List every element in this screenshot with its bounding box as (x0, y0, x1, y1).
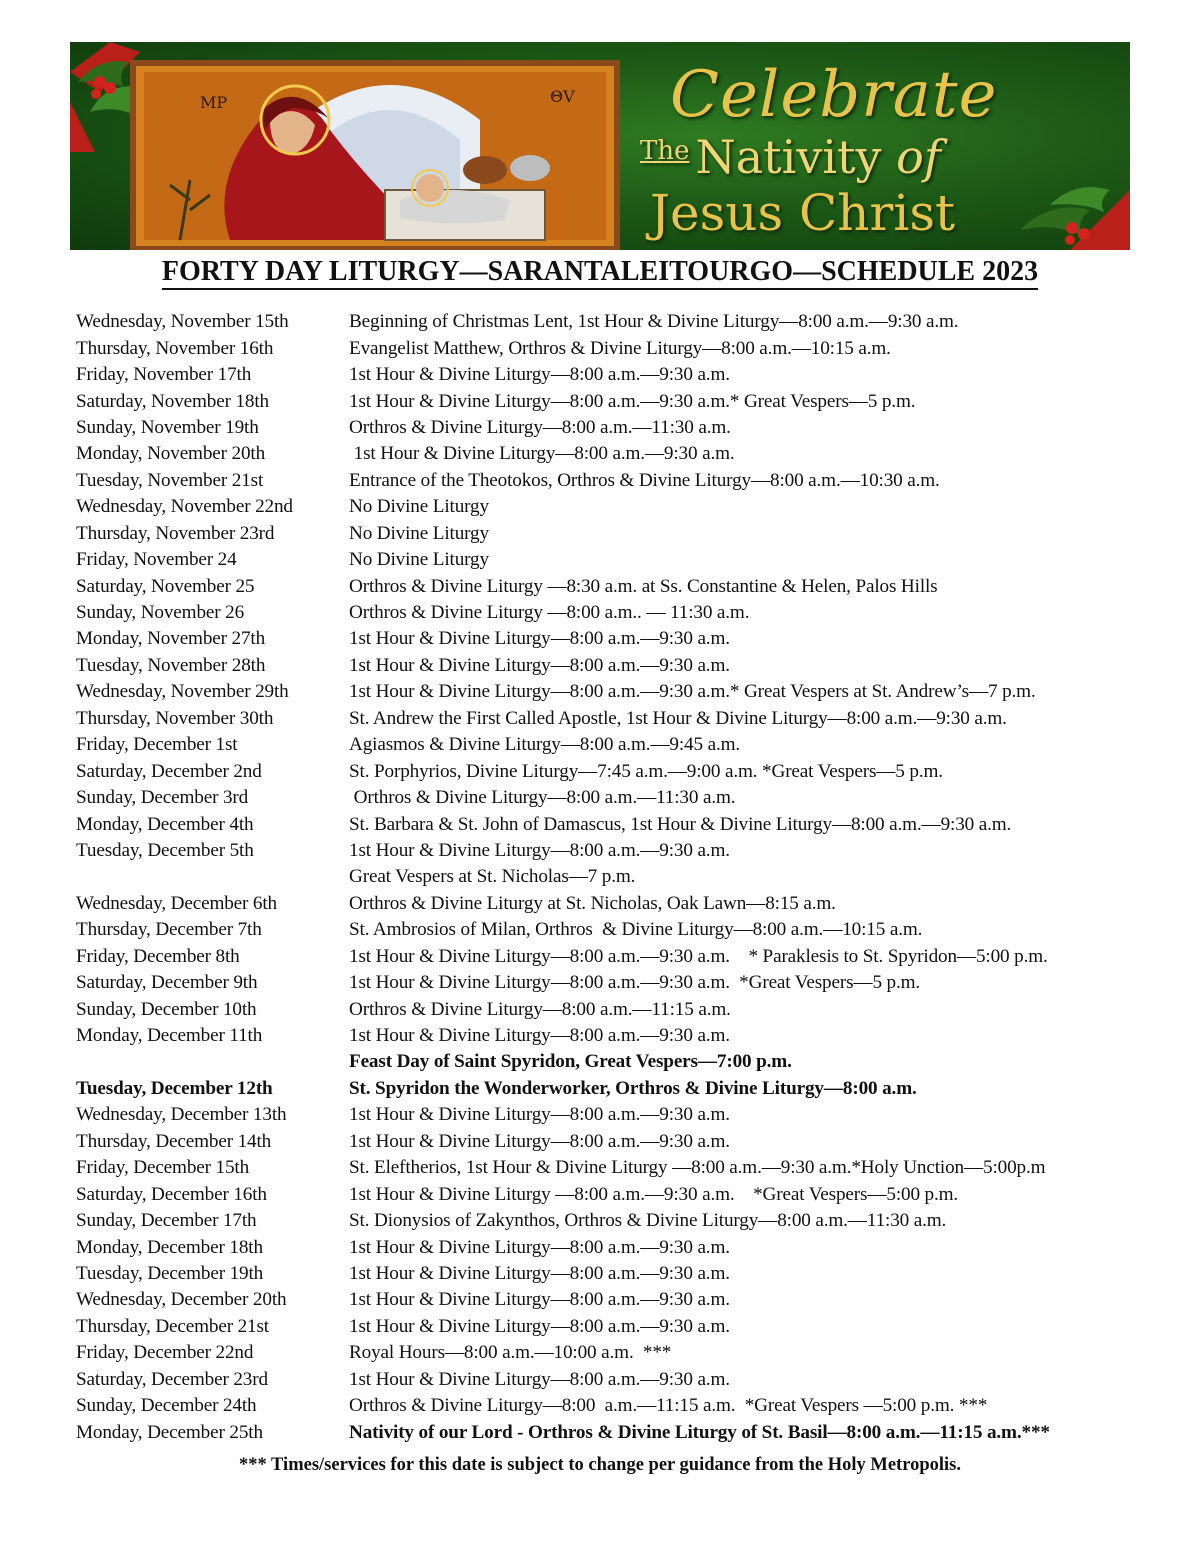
icon-monogram-left: MP (200, 93, 228, 112)
icon-monogram-right: ΘV (550, 87, 575, 106)
schedule-service: No Divine Liturgy (349, 549, 489, 571)
schedule-service: St. Andrew the First Called Apostle, 1st Hour & Divine Liturgy—8:00 a.m.—9:30 a.m. (349, 707, 1007, 729)
page-title (0, 256, 1200, 288)
schedule-row (76, 679, 1176, 705)
schedule-service: 1st Hour & Divine Liturgy—8:00 a.m.—9:30 a.m.* Great Vespers at St. Andrew’s—7 p.m. (349, 681, 1036, 703)
schedule-service: 1st Hour & Divine Liturgy—8:00 a.m.—9:30 a.m. (349, 1025, 730, 1047)
schedule-day: Thursday, November 23rd (76, 522, 275, 544)
schedule-day: Monday, November 20th (76, 443, 266, 465)
schedule-row (76, 547, 1176, 573)
schedule-row (76, 917, 1176, 943)
schedule-service: 1st Hour & Divine Liturgy—8:00 a.m.—9:30 a.m. (349, 1289, 730, 1311)
schedule-day: Sunday, November 19th (76, 416, 259, 438)
schedule-day: Sunday, November 26 (76, 602, 245, 624)
schedule-day: Monday, November 27th (76, 628, 266, 650)
nativity-word: Nativity (695, 130, 882, 184)
schedule-service: Orthros & Divine Liturgy—8:00 a.m.—11:30 a.m. (349, 416, 731, 438)
schedule-service: St. Ambrosios of Milan, Orthros & Divine Liturgy—8:00 a.m.—10:15 a.m. (349, 919, 923, 941)
nativity-banner (70, 42, 1130, 250)
schedule-day: Tuesday, December 19th (76, 1262, 264, 1284)
schedule-day: Tuesday, November 21st (76, 469, 264, 491)
schedule-day: Tuesday, December 12th (76, 1077, 273, 1099)
schedule-day: Friday, December 22nd (76, 1342, 254, 1364)
jesus-christ-text: Jesus Christ (650, 184, 956, 242)
schedule-service: St. Dionysios of Zakynthos, Orthros & Divine Liturgy—8:00 a.m.—11:30 a.m. (349, 1210, 947, 1232)
schedule-row (76, 1367, 1176, 1393)
schedule-service: 1st Hour & Divine Liturgy—8:00 a.m.—9:30 a.m. (349, 1368, 730, 1390)
schedule-service: Nativity of our Lord - Orthros & Divine Liturgy of St. Basil—8:00 a.m.—11:15 a.m.*** (349, 1421, 1050, 1443)
schedule-day: Saturday, December 16th (76, 1183, 267, 1205)
schedule-service: Orthros & Divine Liturgy—8:00 a.m.—11:15 a.m. (349, 998, 731, 1020)
schedule-row (76, 1129, 1176, 1155)
schedule-day: Saturday, November 25 (76, 575, 255, 597)
schedule-day: Thursday, December 14th (76, 1130, 272, 1152)
schedule-day: Thursday, December 21st (76, 1315, 269, 1337)
schedule-service: Orthros & Divine Liturgy—8:00 a.m.—11:30 a.m. (349, 787, 736, 809)
schedule-row (76, 468, 1176, 494)
schedule-row (76, 335, 1176, 361)
nativity-text (640, 130, 941, 184)
schedule-row (76, 309, 1176, 335)
nativity-icon-image (130, 60, 620, 250)
holly-bottom-right-icon (1000, 170, 1130, 250)
schedule-row (76, 494, 1176, 520)
schedule-day: Thursday, November 30th (76, 707, 274, 729)
schedule-day: Saturday, December 2nd (76, 760, 262, 782)
schedule-day: Friday, December 8th (76, 945, 240, 967)
schedule-row (76, 732, 1176, 758)
schedule-list (76, 309, 1176, 1446)
schedule-service: 1st Hour & Divine Liturgy—8:00 a.m.—9:30 a.m. *Great Vespers—5 p.m. (349, 972, 921, 994)
schedule-service: 1st Hour & Divine Liturgy—8:00 a.m.—9:30 a.m. * Paraklesis to St. Spyridon—5:00 p.m. (349, 945, 1048, 967)
schedule-service: Orthros & Divine Liturgy —8:30 a.m. at Ss. Constantine & Helen, Palos Hills (349, 575, 938, 597)
schedule-day: Wednesday, December 6th (76, 892, 278, 914)
schedule-row (76, 1393, 1176, 1419)
schedule-service: Royal Hours—8:00 a.m.—10:00 a.m. *** (349, 1342, 672, 1364)
footnote: *** Times/services for this date is subject to change per guidance from the Holy Metropolis. (239, 1455, 961, 1475)
schedule-service: St. Porphyrios, Divine Liturgy—7:45 a.m.—9:00 a.m. *Great Vespers—5 p.m. (349, 760, 943, 782)
schedule-day: Monday, December 18th (76, 1236, 263, 1258)
schedule-day: Thursday, November 16th (76, 337, 274, 359)
schedule-row (76, 864, 1176, 890)
schedule-service: 1st Hour & Divine Liturgy—8:00 a.m.—9:30 a.m. (349, 443, 735, 465)
schedule-service: 1st Hour & Divine Liturgy—8:00 a.m.—9:30 a.m. (349, 628, 730, 650)
schedule-row (76, 1314, 1176, 1340)
schedule-service: No Divine Liturgy (349, 496, 489, 518)
schedule-service: Feast Day of Saint Spyridon, Great Vespers—7:00 p.m. (349, 1051, 792, 1073)
schedule-service: 1st Hour & Divine Liturgy—8:00 a.m.—9:30 a.m. (349, 1104, 730, 1126)
schedule-row (76, 970, 1176, 996)
schedule-service: Orthros & Divine Liturgy at St. Nicholas, Oak Lawn—8:15 a.m. (349, 892, 836, 914)
schedule-row (76, 1234, 1176, 1260)
schedule-day: Wednesday, November 29th (76, 681, 289, 703)
schedule-day: Thursday, December 7th (76, 919, 262, 941)
schedule-service: 1st Hour & Divine Liturgy—8:00 a.m.—9:30 a.m. (349, 1262, 730, 1284)
schedule-day: Wednesday, December 13th (76, 1104, 287, 1126)
schedule-row (76, 1261, 1176, 1287)
schedule-row (76, 653, 1176, 679)
schedule-day: Sunday, December 10th (76, 998, 257, 1020)
schedule-row (76, 1102, 1176, 1128)
schedule-service: St. Eleftherios, 1st Hour & Divine Liturgy —8:00 a.m.—9:30 a.m.*Holy Unction—5:00p.m (349, 1157, 1046, 1179)
schedule-row (76, 441, 1176, 467)
schedule-day: Monday, December 11th (76, 1025, 263, 1047)
schedule-day: Friday, November 17th (76, 364, 252, 386)
schedule-day: Saturday, November 18th (76, 390, 269, 412)
schedule-day: Sunday, December 3rd (76, 787, 249, 809)
schedule-service: Orthros & Divine Liturgy —8:00 a.m.. — 11:30 a.m. (349, 602, 750, 624)
schedule-row (76, 1181, 1176, 1207)
schedule-day: Saturday, December 23rd (76, 1368, 268, 1390)
schedule-service: No Divine Liturgy (349, 522, 489, 544)
schedule-service: 1st Hour & Divine Liturgy—8:00 a.m.—9:30 a.m. (349, 1315, 730, 1337)
page-title-text: FORTY DAY LITURGY—SARANTALEITOURGO—SCHEDULE 2023 (162, 256, 1038, 290)
schedule-row (76, 573, 1176, 599)
schedule-row (76, 1419, 1176, 1445)
schedule-row (76, 1076, 1176, 1102)
schedule-service: 1st Hour & Divine Liturgy—8:00 a.m.—9:30 a.m.* Great Vespers—5 p.m. (349, 390, 916, 412)
schedule-row (76, 838, 1176, 864)
schedule-row (76, 1023, 1176, 1049)
schedule-row (76, 415, 1176, 441)
schedule-service: Agiasmos & Divine Liturgy—8:00 a.m.—9:45 a.m. (349, 734, 741, 756)
schedule-service: 1st Hour & Divine Liturgy—8:00 a.m.—9:30 a.m. (349, 364, 730, 386)
schedule-service: Orthros & Divine Liturgy—8:00 a.m.—11:15 a.m. *Great Vespers —5:00 p.m. *** (349, 1395, 988, 1417)
the-text: The (640, 136, 690, 166)
schedule-row (76, 626, 1176, 652)
schedule-row (76, 706, 1176, 732)
schedule-row (76, 388, 1176, 414)
schedule-day: Wednesday, November 15th (76, 311, 289, 333)
schedule-service: Great Vespers at St. Nicholas—7 p.m. (349, 866, 636, 888)
schedule-row (76, 944, 1176, 970)
schedule-day: Sunday, December 24th (76, 1395, 257, 1417)
schedule-row (76, 1049, 1176, 1075)
schedule-day: Saturday, December 9th (76, 972, 258, 994)
schedule-service: 1st Hour & Divine Liturgy—8:00 a.m.—9:30 a.m. (349, 1236, 730, 1258)
schedule-day: Friday, November 24 (76, 549, 237, 571)
schedule-day: Tuesday, November 28th (76, 654, 266, 676)
schedule-service: Evangelist Matthew, Orthros & Divine Liturgy—8:00 a.m.—10:15 a.m. (349, 337, 891, 359)
schedule-row (76, 600, 1176, 626)
schedule-row (76, 1208, 1176, 1234)
schedule-service: 1st Hour & Divine Liturgy—8:00 a.m.—9:30 a.m. (349, 839, 730, 861)
schedule-row (76, 758, 1176, 784)
schedule-row (76, 1340, 1176, 1366)
schedule-day: Tuesday, December 5th (76, 839, 254, 861)
schedule-service: St. Spyridon the Wonderworker, Orthros & Divine Liturgy—8:00 a.m. (349, 1077, 917, 1099)
schedule-day: Friday, December 1st (76, 734, 238, 756)
celebrate-text: Celebrate (670, 58, 998, 132)
schedule-row (76, 811, 1176, 837)
schedule-row (76, 521, 1176, 547)
schedule-day: Friday, December 15th (76, 1157, 250, 1179)
schedule-day: Sunday, December 17th (76, 1210, 257, 1232)
schedule-day: Wednesday, December 20th (76, 1289, 287, 1311)
schedule-service: Entrance of the Theotokos, Orthros & Divine Liturgy—8:00 a.m.—10:30 a.m. (349, 469, 940, 491)
schedule-row (76, 785, 1176, 811)
schedule-service: 1st Hour & Divine Liturgy—8:00 a.m.—9:30 a.m. (349, 1130, 730, 1152)
schedule-service: St. Barbara & St. John of Damascus, 1st Hour & Divine Liturgy—8:00 a.m.—9:30 a.m. (349, 813, 1012, 835)
schedule-row (76, 891, 1176, 917)
schedule-service: 1st Hour & Divine Liturgy —8:00 a.m.—9:30 a.m. *Great Vespers—5:00 p.m. (349, 1183, 959, 1205)
schedule-service: Beginning of Christmas Lent, 1st Hour & Divine Liturgy—8:00 a.m.—9:30 a.m. (349, 311, 959, 333)
of-word: of (896, 130, 941, 184)
schedule-day: Monday, December 25th (76, 1421, 263, 1443)
schedule-row (76, 1287, 1176, 1313)
schedule-day: Monday, December 4th (76, 813, 254, 835)
schedule-row (76, 362, 1176, 388)
schedule-day: Wednesday, November 22nd (76, 496, 293, 518)
schedule-row (76, 996, 1176, 1022)
schedule-service: 1st Hour & Divine Liturgy—8:00 a.m.—9:30 a.m. (349, 654, 730, 676)
schedule-row (76, 1155, 1176, 1181)
